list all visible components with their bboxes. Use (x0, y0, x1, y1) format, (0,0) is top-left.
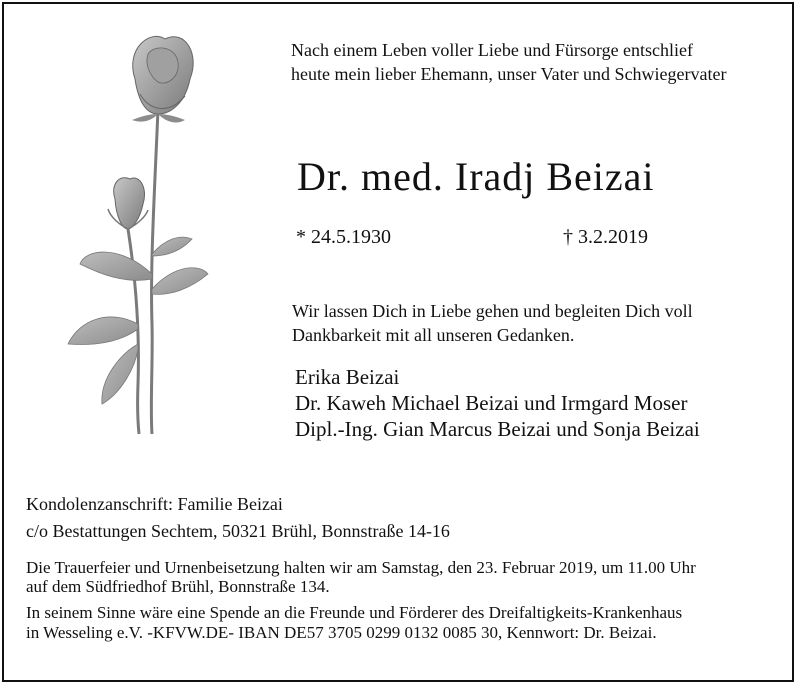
intro-line: heute mein lieber Ehemann, unser Vater und Schwiegervater (291, 64, 727, 84)
intro-line: Nach einem Leben voller Liebe und Fürsorge entschlief (291, 40, 694, 60)
farewell-text (292, 299, 772, 347)
condolence-line: c/o Bestattungen Sechtem, 50321 Brühl, Bonnstraße 14-16 (26, 521, 450, 541)
death-date: † 3.2.2019 (563, 226, 648, 248)
family-member: Dipl.-Ing. Gian Marcus Beizai und Sonja Beizai (295, 417, 700, 441)
condolence-line: Kondolenzanschrift: Familie Beizai (26, 494, 283, 514)
condolence-address (26, 491, 450, 545)
rose-illustration (40, 24, 210, 444)
service-line: Die Trauerfeier und Urnenbeisetzung halten wir am Samstag, den 23. Februar 2019, um 11.00 Uhr (26, 558, 696, 577)
intro-text (291, 38, 771, 86)
birth-date: * 24.5.1930 (296, 226, 391, 248)
service-line: auf dem Südfriedhof Brühl, Bonnstraße 134. (26, 577, 330, 596)
donation-line: In seinem Sinne wäre eine Spende an die Freunde und Förderer des Dreifaltigkeits-Krankenhaus (26, 603, 683, 622)
family-member: Erika Beizai (295, 365, 400, 389)
deceased-name: Dr. med. Iradj Beizai (297, 154, 655, 199)
farewell-line: Wir lassen Dich in Liebe gehen und begleiten Dich voll (292, 301, 693, 321)
family-signatures (295, 364, 700, 442)
family-member: Dr. Kaweh Michael Beizai und Irmgard Moser (295, 391, 688, 415)
donation-info (26, 603, 682, 643)
funeral-service-info (26, 558, 696, 596)
farewell-line: Dankbarkeit mit all unseren Gedanken. (292, 325, 575, 345)
donation-line: in Wesseling e.V. -KFVW.DE- IBAN DE57 3705 0299 0132 0085 30, Kennwort: Dr. Beizai. (26, 623, 657, 642)
